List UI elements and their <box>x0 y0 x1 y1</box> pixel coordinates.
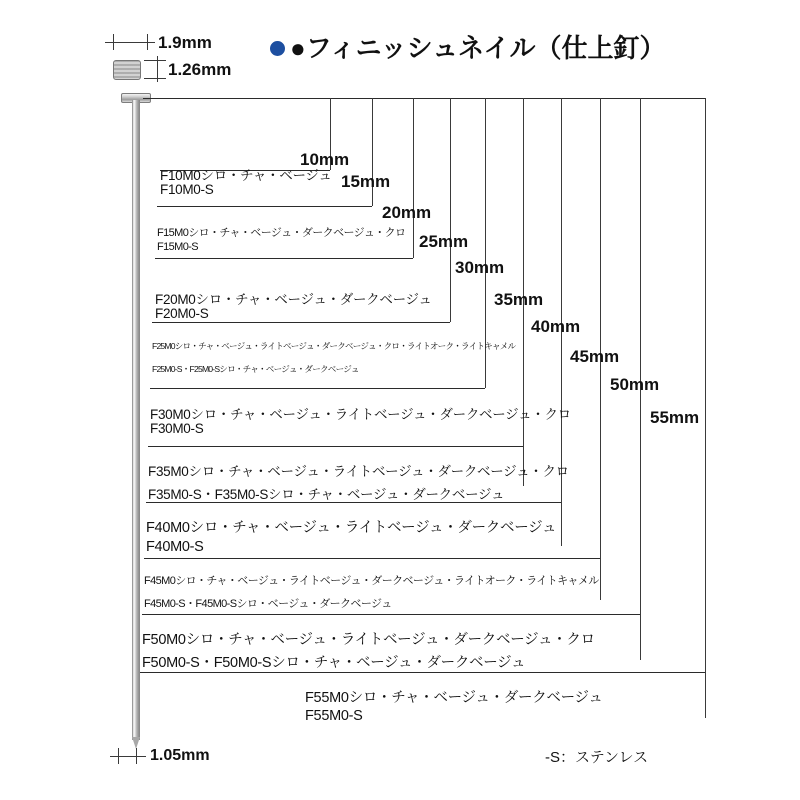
nail-head-sample-icon <box>113 60 141 80</box>
page-title <box>270 28 666 65</box>
row-label-10mm-line1: F10M0シロ・チャ・ベージュ <box>160 168 332 183</box>
row-label-40mm-line2: F40M0-S <box>146 539 204 555</box>
row-label-35mm-line1: F35M0シロ・チャ・ベージュ・ライトベージュ・ダークベージュ・クロ <box>148 464 569 479</box>
length-label-15mm: 15mm <box>341 172 391 191</box>
row-label-25mm-line2: F25M0-S・F25M0-Sシロ・チャ・ベージュ・ダークベージュ <box>152 364 359 374</box>
shank-dim-label: 1.05mm <box>150 747 210 764</box>
row-label-55mm-line2: F55M0-S <box>305 708 363 724</box>
leader-vertical-20mm <box>413 98 414 258</box>
dim-line-width <box>105 42 155 43</box>
row-label-45mm-line1: F45M0シロ・チャ・ベージュ・ライトベージュ・ダークベージュ・ライトオーク・ライトキャメル <box>144 575 599 587</box>
footnote-stainless: -S：ステンレス <box>545 749 649 766</box>
length-label-35mm: 35mm <box>494 290 544 309</box>
row-line-20mm <box>155 258 413 259</box>
row-label-55mm-line1: F55M0シロ・チャ・ベージュ・ダークベージュ <box>305 690 603 706</box>
length-label-50mm: 50mm <box>610 375 660 394</box>
row-label-30mm-line1: F30M0シロ・チャ・ベージュ・ライトベージュ・ダークベージュ・クロ <box>150 407 571 422</box>
row-line-25mm <box>152 322 450 323</box>
dim-line-thickness <box>157 56 158 82</box>
row-label-35mm-line2: F35M0-S・F35M0-Sシロ・チャ・ベージュ・ダークベージュ <box>148 487 505 502</box>
nail-shaft <box>132 100 140 740</box>
length-label-45mm: 45mm <box>570 347 620 366</box>
length-label-55mm: 55mm <box>650 408 700 427</box>
length-label-10mm: 10mm <box>300 150 350 169</box>
length-label-25mm: 25mm <box>419 232 469 251</box>
row-line-15mm <box>157 206 372 207</box>
length-label-40mm: 40mm <box>531 317 581 336</box>
dim-line-thickness-top <box>144 60 166 61</box>
shank-dim-line <box>110 756 146 757</box>
row-label-50mm-line2: F50M0-S・F50M0-Sシロ・チャ・ベージュ・ダークベージュ <box>142 655 526 671</box>
row-line-55mm <box>140 672 705 673</box>
top-guide-line <box>143 98 705 99</box>
page-title-text: ●フィニッシュネイル（仕上釘） <box>290 33 666 63</box>
row-line-45mm <box>144 558 600 559</box>
length-label-30mm: 30mm <box>455 258 505 277</box>
bullet-icon <box>270 41 285 56</box>
row-label-40mm-line1: F40M0シロ・チャ・ベージュ・ライトベージュ・ダークベージュ <box>146 520 557 536</box>
row-label-50mm-line1: F50M0シロ・チャ・ベージュ・ライトベージュ・ダークベージュ・クロ <box>142 632 595 648</box>
row-label-15mm-line2: F15M0-S <box>157 241 199 253</box>
row-label-15mm-line1: F15M0シロ・チャ・ベージュ・ダークベージュ・クロ <box>157 227 406 239</box>
row-label-20mm-line2: F20M0-S <box>155 306 209 321</box>
row-line-30mm <box>150 388 485 389</box>
dim-line-thickness-bottom <box>144 78 166 79</box>
leader-vertical-25mm <box>450 98 451 322</box>
row-label-45mm-line2: F45M0-S・F45M0-Sシロ・ベージュ・ダークベージュ <box>144 598 392 610</box>
length-label-20mm: 20mm <box>382 203 432 222</box>
row-line-50mm <box>142 614 640 615</box>
row-line-35mm <box>148 446 523 447</box>
row-label-10mm-line2: F10M0-S <box>160 182 214 197</box>
head-thickness-label: 1.26mm <box>168 60 232 79</box>
row-label-25mm-line1: F25M0シロ・チャ・ベージュ・ライトベージュ・ダークベージュ・クロ・ライトオーク・ライトキャメル <box>152 341 516 351</box>
row-label-20mm-line1: F20M0シロ・チャ・ベージュ・ダークベージュ <box>155 292 432 307</box>
row-label-30mm-line2: F30M0-S <box>150 421 204 436</box>
leader-vertical-55mm <box>705 98 706 718</box>
head-width-label: 1.9mm <box>158 33 212 52</box>
